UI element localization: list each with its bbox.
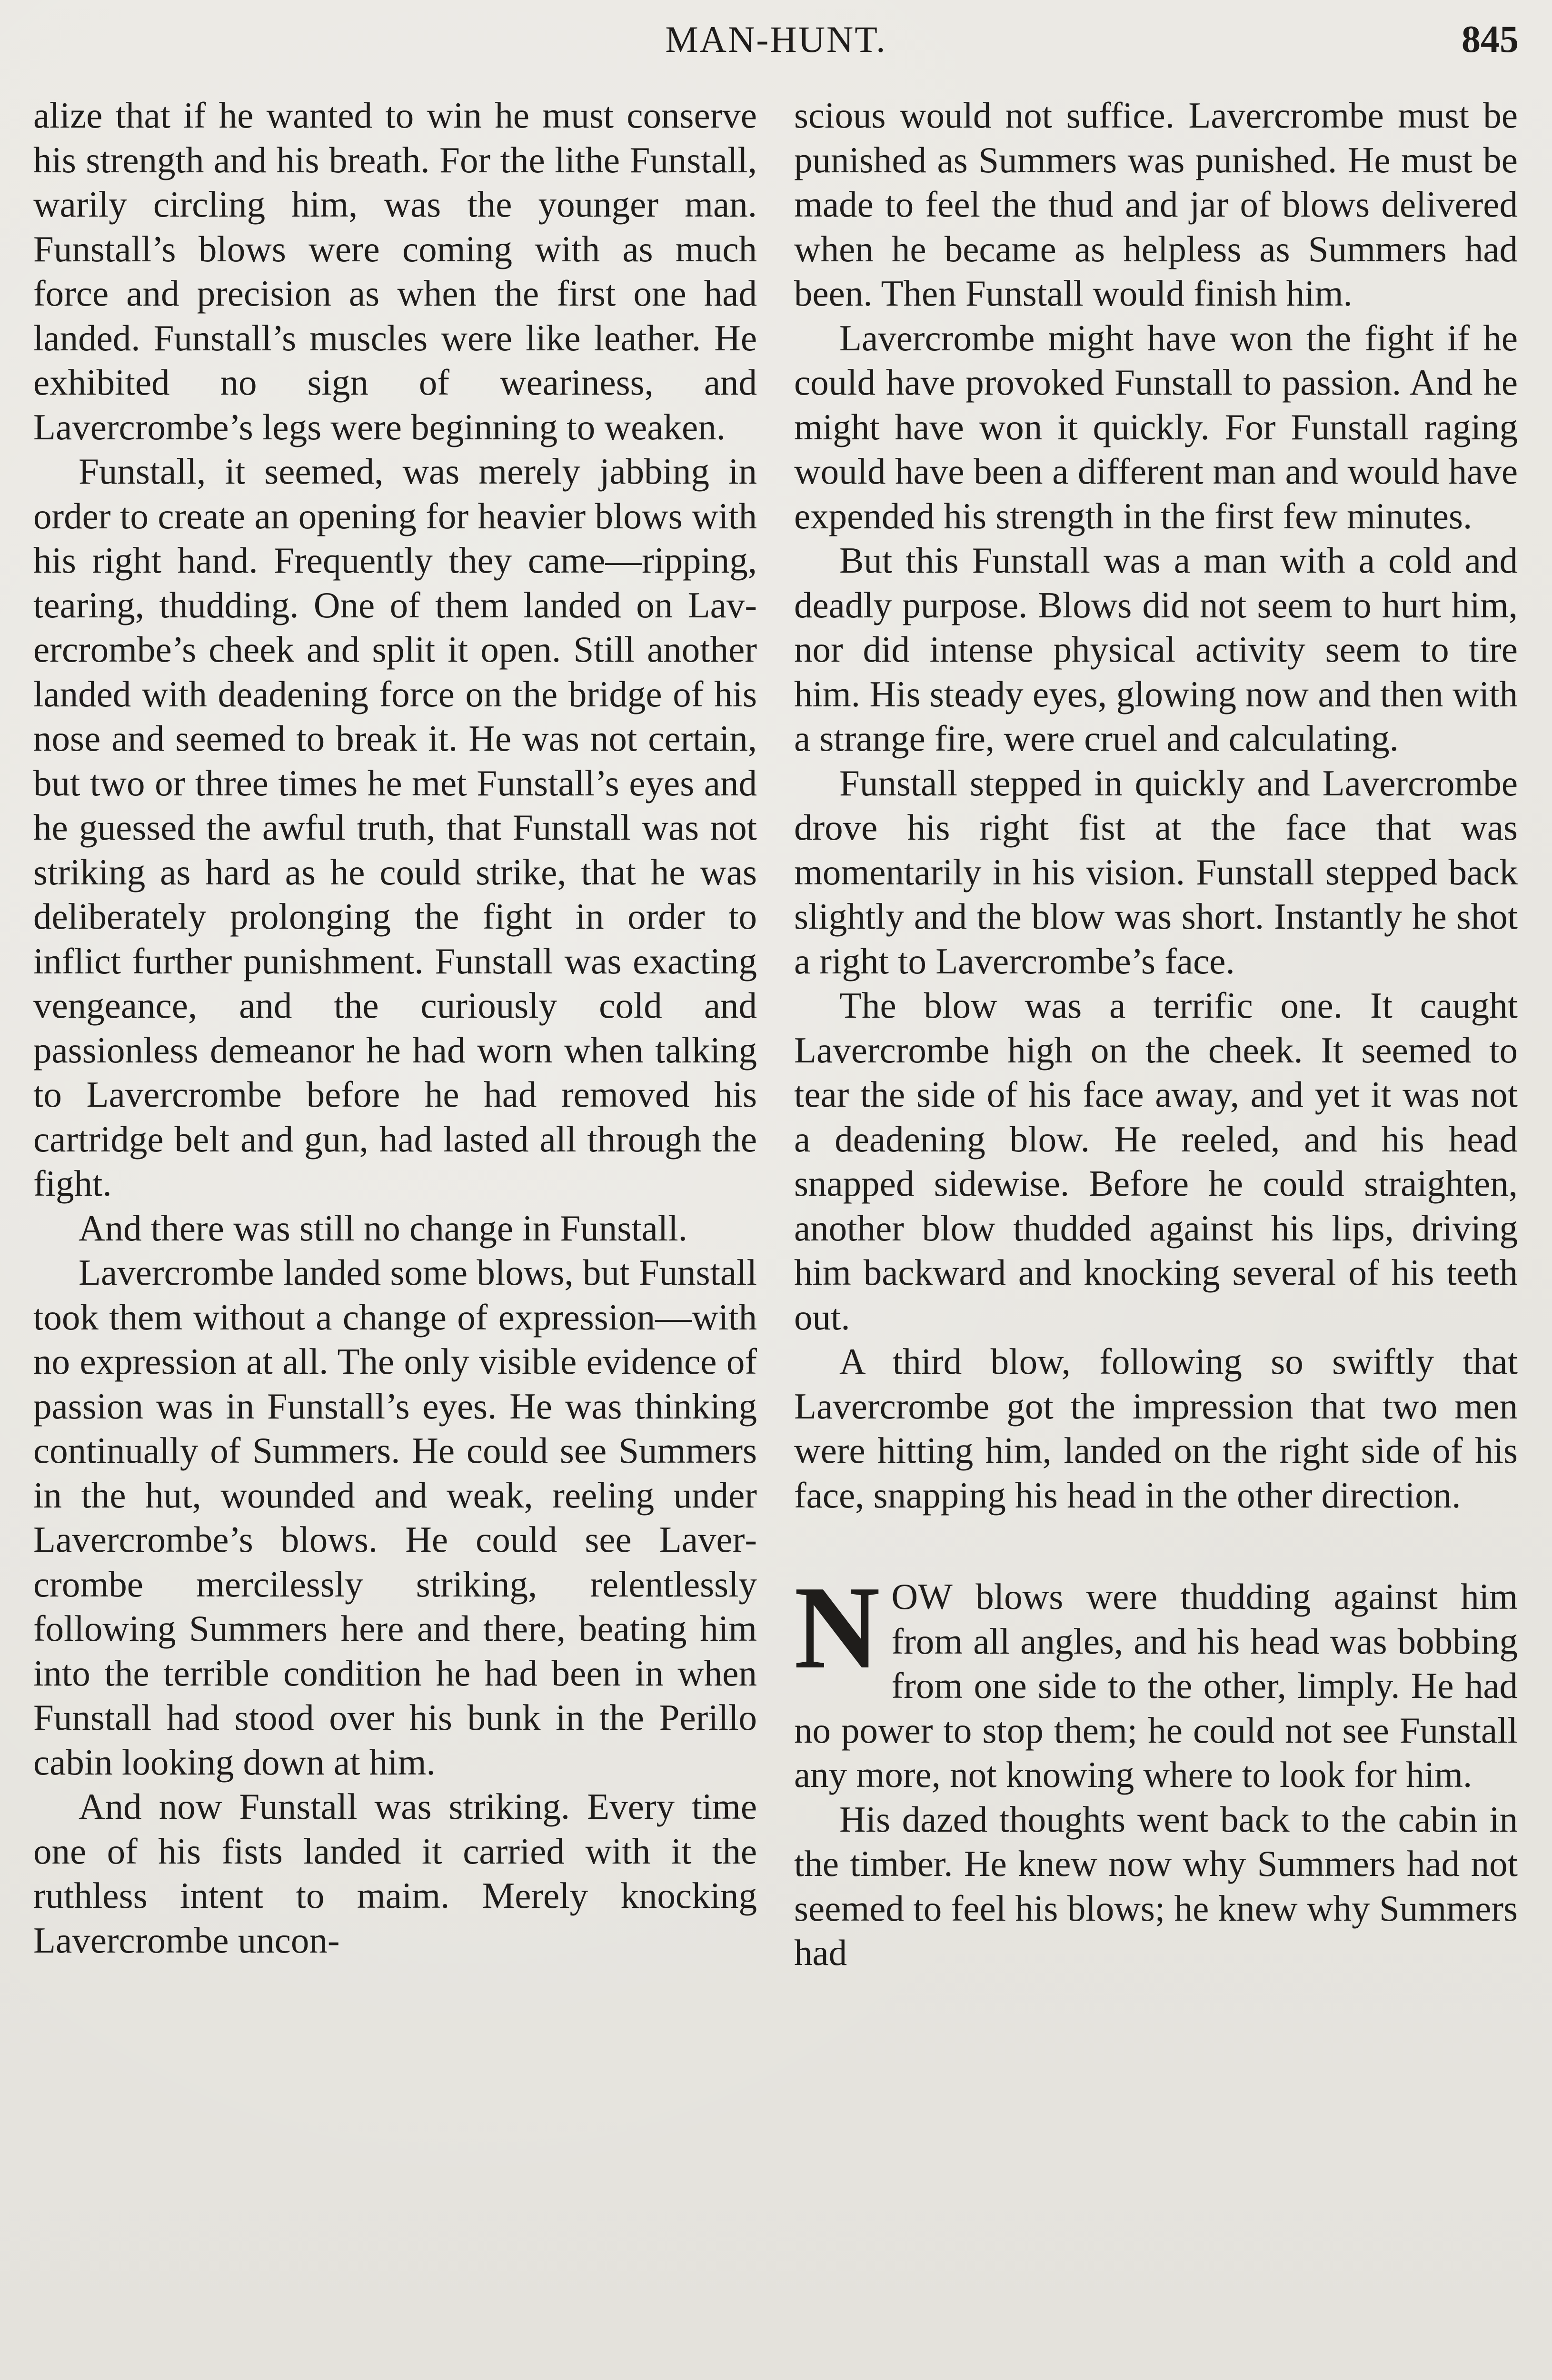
small-caps-lead: OW (891, 1576, 953, 1617)
paragraph: Lavercrombe might have won the fight if he could have provoked Funstall to passion. And he might have won it quickly. For Funstall raging would have been a different man and would have expended his strength in the first few minutes. (794, 317, 1518, 536)
page-header (33, 13, 1519, 66)
paragraph: Lavercrombe landed some blows, but Funstall took them without a change of expression—with no expression at all. The only visible evidence of passion was in Funstall’s eyes. He was thinking continually of Summers. He could see Summers in the hut, wounded and weak, reeling under Lavercrombe’s blows. He could see Lavercrombe mercilessly striking, relentlessly following Summers here and there, beating him into the terrible condition he had been in when Funstall had stood over his bunk in the Perillo cabin looking down at him. (33, 1252, 757, 1783)
drop-cap: N (794, 1562, 880, 1694)
left-column (33, 93, 757, 1963)
paragraph: And now Funstall was striking. Every time one of his fists landed it carried with it the ruthless intent to maim. Merely knocking Lavercrombe uncon- (33, 1786, 757, 1961)
paragraph-text: blows were thudding against him from all angles, and his head was bobbing from one side to the other, limply. He had no power to stop them; he could not see Funstall any more, not knowing where to look for him. (794, 1576, 1518, 1795)
paragraph: Funstall, it seemed, was merely jabbing in order to create an opening for heavier blows with his right hand. Frequently they came—ripping, tearing, thudding. One of them landed on Lavercrombe’s cheek and split it open. Still another landed with deadening force on the bridge of his nose and seemed to break it. He was not certain, but two or three times he met Funstall’s eyes and he guessed the awful truth, that Funstall was not striking as hard as he could strike, that he was deliberately prolonging the fight in order to inflict further punishment. Funstall was exacting vengeance, and the curiously cold and passionless demeanor he had worn when talking to Lavercrombe before he had removed his cartridge belt and gun, had lasted all through the fight. (33, 451, 757, 1204)
paragraph: And there was still no change in Funstall. (79, 1207, 687, 1249)
paragraph: The blow was a terrific one. It caught Lavercrombe high on the cheek. It seemed to tear the side of his face away, and yet it was not a deadening blow. He reeled, and his head snapped sidewise. Before he could straighten, another blow thudded against his lips, driving him backward and knocking several of his teeth out. (794, 985, 1518, 1338)
paragraph: alize that if he wanted to win he must conserve his strength and his breath. For the lithe Funstall, warily circling him, was the younger man. Funstall’s blows were coming with as much force and precision as when the first one had landed. Funstall’s muscles were like leather. He exhibited no sign of weariness, and Lavercrombe’s legs were beginning to weaken. (33, 95, 757, 447)
paragraph: scious would not suffice. Lavercrombe must be punished as Summers was punished. He must be made to feel the thud and jar of blows delivered when he became as helpless as Summers had been. Then Funstall would finish him. (794, 95, 1518, 314)
paragraph: A third blow, following so swiftly that Lavercrombe got the impression that two men were hitting him, landed on the right side of his face, snapping his head in the other direction. (794, 1341, 1518, 1516)
right-column (794, 93, 1518, 1975)
paragraph: Funstall stepped in quickly and Lavercrombe drove his right fist at the face that was momentarily in his vision. Funstall stepped back slightly and the blow was short. Instantly he shot a right to Lavercrombe’s face. (794, 762, 1518, 982)
section-start-paragraph (794, 1562, 1518, 1797)
page-number: 845 (1462, 19, 1519, 60)
paragraph: His dazed thoughts went back to the cabin in the timber. He knew now why Summers had not seemed to feel his blows; he knew why Summers had (794, 1798, 1518, 1973)
running-head: MAN-HUNT. (665, 19, 887, 60)
paragraph: But this Funstall was a man with a cold and deadly purpose. Blows did not seem to hurt him, nor did intense physical activity seem to tire him. His steady eyes, glowing now and then with a strange fire, were cruel and calculating. (794, 540, 1518, 759)
